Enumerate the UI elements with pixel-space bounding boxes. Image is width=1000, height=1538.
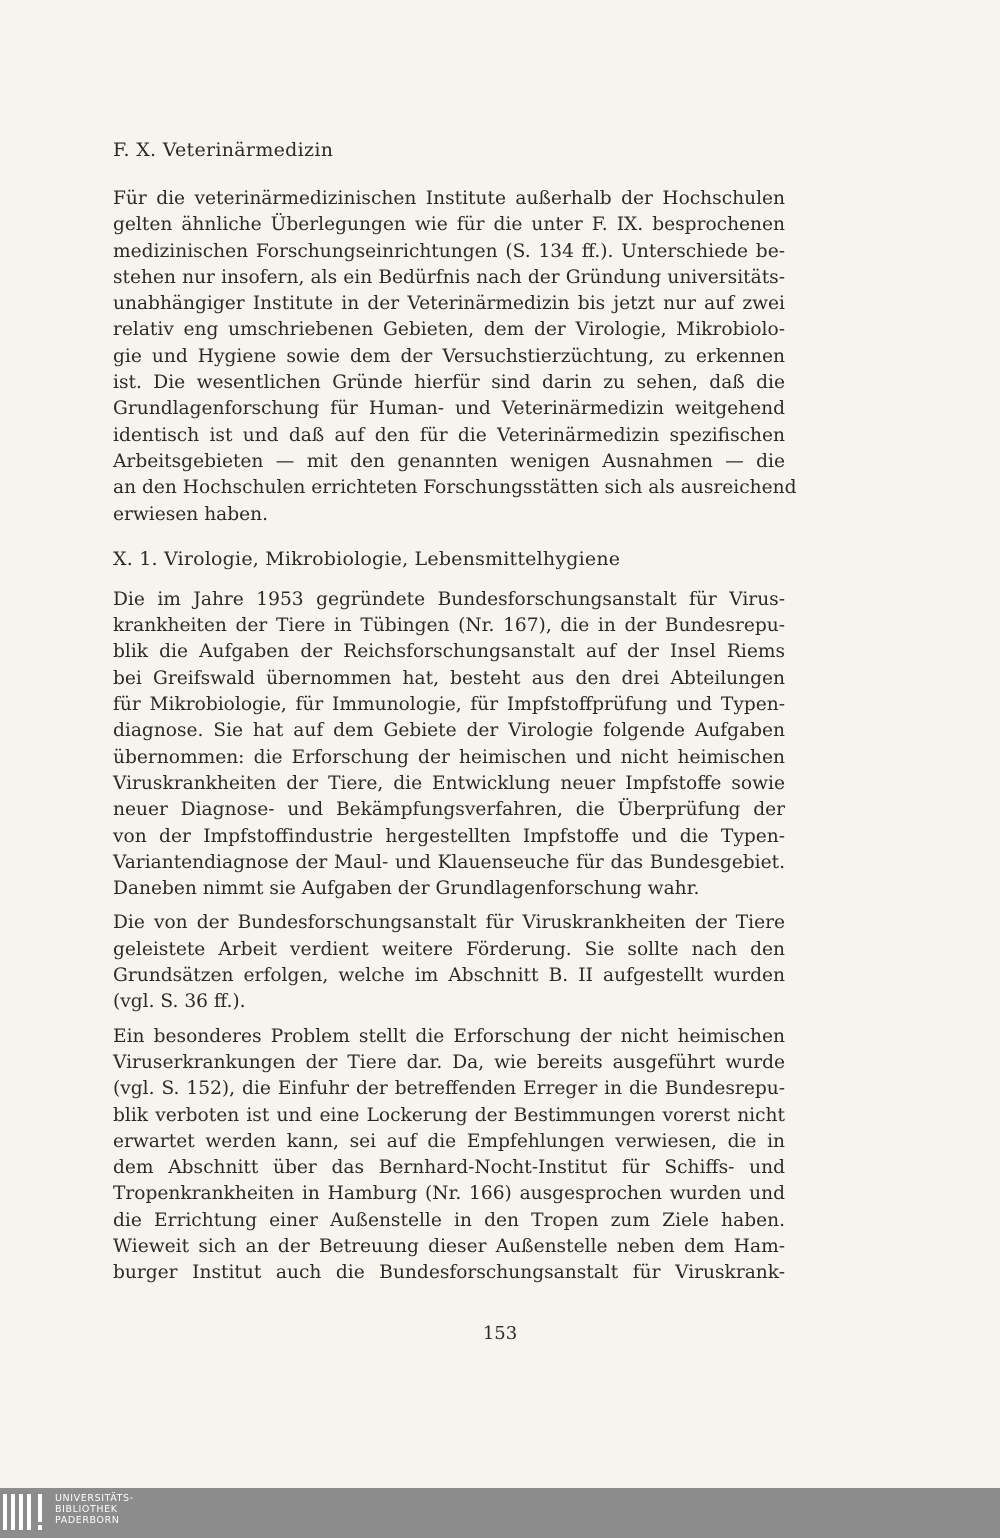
text-line: Arbeitsgebieten — mit den genannten wenigen Ausnahmen — die <box>113 450 785 472</box>
logo-text <box>55 1493 134 1526</box>
paragraph-2 <box>113 910 785 1015</box>
text-line: ist. Die wesentlichen Gründe hierfür sind darin zu sehen, daß die <box>113 372 785 394</box>
page-number: 153 <box>482 1323 518 1344</box>
text-line: krankheiten der Tiere in Tübingen (Nr. 167), die in der Bundesrepu- <box>113 615 785 637</box>
text-line: burger Institut auch die Bundesforschungsanstalt für Viruskrank- <box>113 1262 785 1284</box>
text-line: Die von der Bundesforschungsanstalt für Viruskrankheiten der Tiere <box>113 912 785 934</box>
library-logo <box>0 1488 150 1538</box>
text-line: von der Impfstoffindustrie hergestellten Impfstoffe und die Typen- <box>113 825 785 847</box>
text-line: medizinischen Forschungseinrichtungen (S. 134 ff.). Unterschiede be- <box>113 240 785 262</box>
intro-paragraph <box>113 186 797 528</box>
text-line: gelten ähnliche Überlegungen wie für die unter F. IX. besprochenen <box>113 214 785 236</box>
text-line: Wieweit sich an der Betreuung dieser Außenstelle neben dem Ham- <box>113 1235 785 1257</box>
text-line: erwartet werden kann, sei auf die Empfehlungen verwiesen, die in <box>113 1130 785 1152</box>
text-line: Viruserkrankungen der Tiere dar. Da, wie bereits ausgeführt wurde <box>113 1051 785 1073</box>
text-line: blik die Aufgaben der Reichsforschungsanstalt auf der Insel Riems <box>113 641 785 663</box>
text-line: stehen nur insofern, als ein Bedürfnis nach der Gründung universitäts- <box>113 266 785 288</box>
barcode-icon <box>0 1494 50 1530</box>
text-line: (vgl. S. 36 ff.). <box>113 991 246 1013</box>
section-heading: F. X. Veterinärmedizin <box>113 139 334 161</box>
text-line: gie und Hygiene sowie dem der Versuchstierzüchtung, zu erkennen <box>113 345 785 367</box>
text-line: Grundsätzen erfolgen, welche im Abschnitt B. II aufgestellt wurden <box>113 965 785 987</box>
paragraph-3 <box>113 1024 785 1287</box>
text-line: bei Greifswald übernommen hat, besteht aus den drei Abteilungen <box>113 667 785 689</box>
text-line: Viruskrankheiten der Tiere, die Entwicklung neuer Impfstoffe sowie <box>113 772 785 794</box>
logo-line-1: UNIVERSITÄTS- <box>55 1493 134 1504</box>
text-line: neuer Diagnose- und Bekämpfungsverfahren, die Überprüfung der <box>113 799 785 821</box>
text-line: Für die veterinärmedizinischen Institute außerhalb der Hochschulen <box>113 188 785 209</box>
text-line: Tropenkrankheiten in Hamburg (Nr. 166) ausgesprochen wurden und <box>113 1183 785 1205</box>
text-line: geleistete Arbeit verdient weitere Förderung. Sie sollte nach den <box>113 938 785 960</box>
page-content <box>113 137 797 1287</box>
text-line: unabhängiger Institute in der Veterinärmedizin bis jetzt nur auf zwei <box>113 293 785 315</box>
text-line: übernommen: die Erforschung der heimischen und nicht heimischen <box>113 746 785 768</box>
text-line: dem Abschnitt über das Bernhard-Nocht-Institut für Schiffs- und <box>113 1157 785 1179</box>
text-line: (vgl. S. 152), die Einfuhr der betreffenden Erreger in die Bundesrepu- <box>113 1078 785 1100</box>
text-line: Grundlagenforschung für Human- und Veterinärmedizin weitgehend <box>113 398 785 420</box>
logo-line-2: BIBLIOTHEK <box>55 1504 118 1515</box>
text-line: relativ eng umschriebenen Gebieten, dem der Virologie, Mikrobiolo- <box>113 319 785 341</box>
text-line: identisch ist und daß auf den für die Veterinärmedizin spezifischen <box>113 424 785 446</box>
text-line: für Mikrobiologie, für Immunologie, für Impfstoffprüfung und Typen- <box>113 694 785 716</box>
text-line: diagnose. Sie hat auf dem Gebiete der Virologie folgende Aufgaben <box>113 720 785 742</box>
paragraph-1 <box>113 587 785 903</box>
footer-bar <box>0 1488 1000 1538</box>
text-line: Daneben nimmt sie Aufgaben der Grundlagenforschung wahr. <box>113 878 700 900</box>
text-line: blik verboten ist und eine Lockerung der Bestimmungen vorerst nicht <box>113 1104 785 1126</box>
text-line: Variantendiagnose der Maul- und Klauenseuche für das Bundesgebiet. <box>113 851 785 873</box>
text-line: Die im Jahre 1953 gegründete Bundesforschungsanstalt für Virus- <box>113 588 785 610</box>
text-line: die Errichtung einer Außenstelle in den Tropen zum Ziele haben. <box>113 1209 785 1231</box>
logo-line-3: PADERBORN <box>55 1515 120 1526</box>
text-line: Ein besonderes Problem stellt die Erforschung der nicht heimischen <box>113 1025 785 1047</box>
text-line: an den Hochschulen errichteten Forschungsstätten sich als ausreichend <box>113 477 797 499</box>
subsection-heading: X. 1. Virologie, Mikrobiologie, Lebensmittelhygiene <box>113 547 621 570</box>
text-line: erwiesen haben. <box>113 503 269 525</box>
